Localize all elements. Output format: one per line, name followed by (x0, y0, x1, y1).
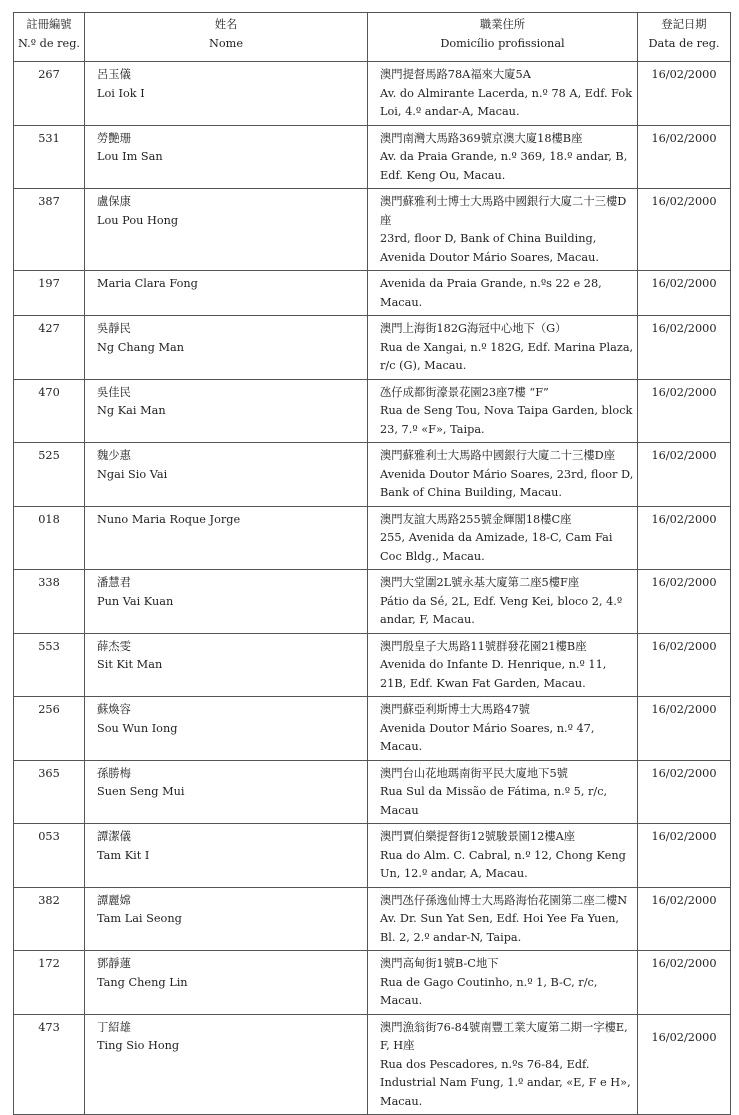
reg-number: 531 (14, 125, 85, 189)
reg-date: 16/02/2000 (638, 316, 731, 380)
address-pt: Avenida da Praia Grande, n.ºs 22 e 28, Macau. (380, 277, 602, 309)
reg-number: 172 (14, 951, 85, 1015)
table-row (14, 1014, 731, 1115)
name-cell (85, 316, 368, 380)
address-cell (368, 697, 638, 761)
table-row (14, 189, 731, 271)
address-pt: Pátio da Sé, 2L, Edf. Veng Kei, bloco 2, 4.º andar, F, Macau. (380, 594, 623, 626)
reg-number: 387 (14, 189, 85, 271)
reg-date: 16/02/2000 (638, 62, 731, 126)
address-zh: 澳門南灣大馬路369號京澳大廈18樓B座 (380, 131, 583, 145)
address-cell (368, 633, 638, 697)
reg-number: 427 (14, 316, 85, 380)
name-pt: Nuno Maria Roque Jorge (97, 512, 241, 526)
name-cell (85, 443, 368, 507)
address-zh: 澳門賈伯樂提督街12號駿景園12樓A座 (380, 830, 576, 843)
reg-date: 16/02/2000 (638, 189, 731, 271)
header-name-zh: 姓名 (214, 18, 238, 31)
address-zh: 澳門提督馬路78A福來大廈5A (380, 68, 531, 81)
name-zh: 孫勝梅 (97, 766, 131, 780)
reg-number: 018 (14, 506, 85, 570)
name-zh: 丁紹雄 (97, 1020, 131, 1034)
name-pt: Lou Pou Hong (97, 213, 179, 227)
header-name-pt: Nome (208, 37, 244, 50)
name-pt: Loi Iok I (97, 86, 145, 100)
header-reg-zh: 註冊編號 (26, 18, 72, 31)
address-pt: Rua de Seng Tou, Nova Taipa Garden, block 23, 7.º «F», Taipa. (380, 404, 633, 436)
reg-number: 382 (14, 887, 85, 951)
table-row (14, 316, 731, 380)
address-cell (368, 379, 638, 443)
name-zh: 魏少惠 (97, 449, 131, 462)
table-row (14, 697, 731, 761)
reg-number: 525 (14, 443, 85, 507)
name-cell (85, 189, 368, 271)
name-pt: Sou Wun Iong (97, 721, 178, 735)
table-row (14, 633, 731, 697)
name-pt: Lou Im San (97, 150, 163, 163)
address-zh: 澳門蘇亞利斯博士大馬路47號 (380, 703, 530, 716)
reg-date: 16/02/2000 (638, 697, 731, 761)
header-addr-zh: 職業住所 (479, 18, 526, 31)
table-row (14, 887, 731, 951)
name-cell (85, 633, 368, 697)
reg-date: 16/02/2000 (638, 271, 731, 316)
address-zh: 澳門氹仔孫逸仙博士大馬路海怡花園第二座二樓N (380, 893, 628, 907)
header-address (368, 13, 638, 62)
name-cell (85, 271, 368, 316)
table-row (14, 379, 731, 443)
name-pt: Suen Seng Mui (97, 785, 185, 798)
address-pt: 255, Avenida da Amizade, 18-C, Cam Fai Coc Bldg., Macau. (380, 531, 613, 563)
reg-date: 16/02/2000 (638, 1014, 731, 1115)
address-cell (368, 125, 638, 189)
reg-date: 16/02/2000 (638, 951, 731, 1015)
name-pt: Tam Kit I (97, 848, 150, 862)
reg-date: 16/02/2000 (638, 379, 731, 443)
reg-date: 16/02/2000 (638, 125, 731, 189)
name-cell (85, 62, 368, 126)
name-pt: Maria Clara Fong (97, 277, 198, 290)
name-cell (85, 824, 368, 888)
name-zh: 吳佳民 (97, 385, 131, 399)
address-cell (368, 62, 638, 126)
address-cell (368, 506, 638, 570)
name-zh: 吳靜民 (97, 322, 131, 335)
reg-date: 16/02/2000 (638, 443, 731, 507)
address-zh: 澳門高甸街1號B-C地下 (380, 957, 499, 970)
header-date (638, 13, 731, 62)
address-pt: 23rd, floor D, Bank of China Building, Avenida Doutor Mário Soares, Macau. (380, 232, 599, 264)
name-cell (85, 125, 368, 189)
address-cell (368, 760, 638, 824)
address-zh: 澳門殷皇子大馬路11號群發花園21樓B座 (380, 639, 587, 653)
address-zh: 澳門蘇雅利士博士大馬路中國銀行大廈二十三樓D座 (380, 195, 627, 227)
address-pt: Av. da Praia Grande, n.º 369, 18.º andar, B, Edf. Keng Ou, Macau. (380, 150, 628, 182)
name-zh: 鄧靜蓮 (97, 957, 131, 970)
name-zh: 勞艷珊 (97, 131, 131, 145)
table-row (14, 443, 731, 507)
reg-date: 16/02/2000 (638, 633, 731, 697)
name-pt: Tang Cheng Lin (97, 975, 188, 989)
name-cell (85, 887, 368, 951)
name-pt: Ng Kai Man (97, 404, 166, 417)
table-row (14, 125, 731, 189)
name-zh: 蘇煥容 (97, 703, 131, 716)
address-pt: Rua dos Pescadores, n.ºs 76-84, Edf. Industrial Nam Fung, 1.º andar, «E, F e H», Macau. (380, 1057, 631, 1108)
header-addr-pt: Domicílio profissional (440, 37, 565, 50)
table-row (14, 951, 731, 1015)
registry-page (13, 12, 730, 1115)
reg-number: 197 (14, 271, 85, 316)
name-zh: 譚麗嫦 (97, 893, 131, 907)
name-pt: Tam Lai Seong (97, 912, 182, 925)
header-date-pt: Data de reg. (648, 37, 720, 50)
address-zh: 澳門友誼大馬路255號金輝閣18樓C座 (380, 512, 572, 526)
address-cell (368, 824, 638, 888)
header-row (14, 13, 731, 62)
address-pt: Rua de Gago Coutinho, n.º 1, B-C, r/c, Macau. (380, 975, 598, 1007)
name-zh: 譚潔儀 (97, 830, 131, 843)
reg-number: 553 (14, 633, 85, 697)
header-reg (14, 13, 85, 62)
reg-number: 365 (14, 760, 85, 824)
header-date-zh: 登記日期 (661, 18, 707, 31)
registry-table (13, 12, 731, 1115)
name-cell (85, 760, 368, 824)
address-pt: Rua do Alm. C. Cabral, n.º 12, Chong Keng Un, 12.º andar, A, Macau. (380, 848, 626, 880)
table-row (14, 824, 731, 888)
name-cell (85, 697, 368, 761)
reg-number: 053 (14, 824, 85, 888)
name-pt: Ngai Sio Vai (97, 467, 168, 481)
address-zh: 澳門漁翁街76-84號南豐工業大廈第二期一字樓E, F, H座 (380, 1020, 628, 1052)
address-pt: Avenida Doutor Mário Soares, n.º 47, Macau. (380, 721, 595, 753)
name-cell (85, 570, 368, 634)
name-cell (85, 951, 368, 1015)
reg-date: 16/02/2000 (638, 760, 731, 824)
address-cell (368, 443, 638, 507)
address-pt: Av. do Almirante Lacerda, n.º 78 A, Edf. Fok Loi, 4.º andar-A, Macau. (380, 86, 633, 118)
reg-number: 256 (14, 697, 85, 761)
address-zh: 澳門蘇雅利士大馬路中國銀行大廈二十三樓D座 (380, 449, 615, 462)
table-row (14, 760, 731, 824)
header-name (85, 13, 368, 62)
table-row (14, 570, 731, 634)
table-row (14, 271, 731, 316)
address-pt: Avenida do Infante D. Henrique, n.º 11, 21B, Edf. Kwan Fat Garden, Macau. (380, 658, 607, 690)
name-pt: Ng Chang Man (97, 340, 185, 354)
name-cell (85, 1014, 368, 1115)
reg-number: 267 (14, 62, 85, 126)
name-pt: Sit Kit Man (97, 658, 163, 671)
reg-number: 338 (14, 570, 85, 634)
address-cell (368, 570, 638, 634)
address-zh: 澳門大堂圍2L號永基大廈第二座5樓F座 (380, 576, 580, 589)
reg-date: 16/02/2000 (638, 506, 731, 570)
header-reg-pt: N.º de reg. (17, 37, 81, 50)
address-cell (368, 1014, 638, 1115)
name-zh: 薛杰雯 (97, 639, 131, 653)
name-zh: 潘慧君 (97, 576, 131, 589)
address-pt: Avenida Doutor Mário Soares, 23rd, floor D, Bank of China Building, Macau. (380, 467, 634, 499)
address-zh: 氹仔成都街濠景花園23座7樓 “F” (380, 385, 549, 399)
name-zh: 盧保康 (97, 195, 131, 208)
address-pt: Rua de Xangai, n.º 182G, Edf. Marina Plaza, r/c (G), Macau. (380, 340, 634, 372)
address-cell (368, 316, 638, 380)
address-cell (368, 887, 638, 951)
name-pt: Ting Sio Hong (97, 1039, 180, 1052)
name-pt: Pun Vai Kuan (97, 594, 174, 608)
reg-number: 470 (14, 379, 85, 443)
address-cell (368, 271, 638, 316)
address-cell (368, 189, 638, 271)
address-cell (368, 951, 638, 1015)
address-pt: Rua Sul da Missão de Fátima, n.º 5, r/c, Macau (380, 785, 608, 817)
reg-date: 16/02/2000 (638, 570, 731, 634)
table-row (14, 62, 731, 126)
reg-date: 16/02/2000 (638, 824, 731, 888)
name-cell (85, 506, 368, 570)
address-zh: 澳門台山花地瑪南街平民大廈地下5號 (380, 766, 568, 780)
address-pt: Av. Dr. Sun Yat Sen, Edf. Hoi Yee Fa Yuen, Bl. 2, 2.º andar-N, Taipa. (380, 912, 619, 944)
table-row (14, 506, 731, 570)
name-cell (85, 379, 368, 443)
name-zh: 呂玉儀 (97, 68, 131, 81)
reg-date: 16/02/2000 (638, 887, 731, 951)
address-zh: 澳門上海街182G海冠中心地下（G） (380, 322, 567, 335)
reg-number: 473 (14, 1014, 85, 1115)
